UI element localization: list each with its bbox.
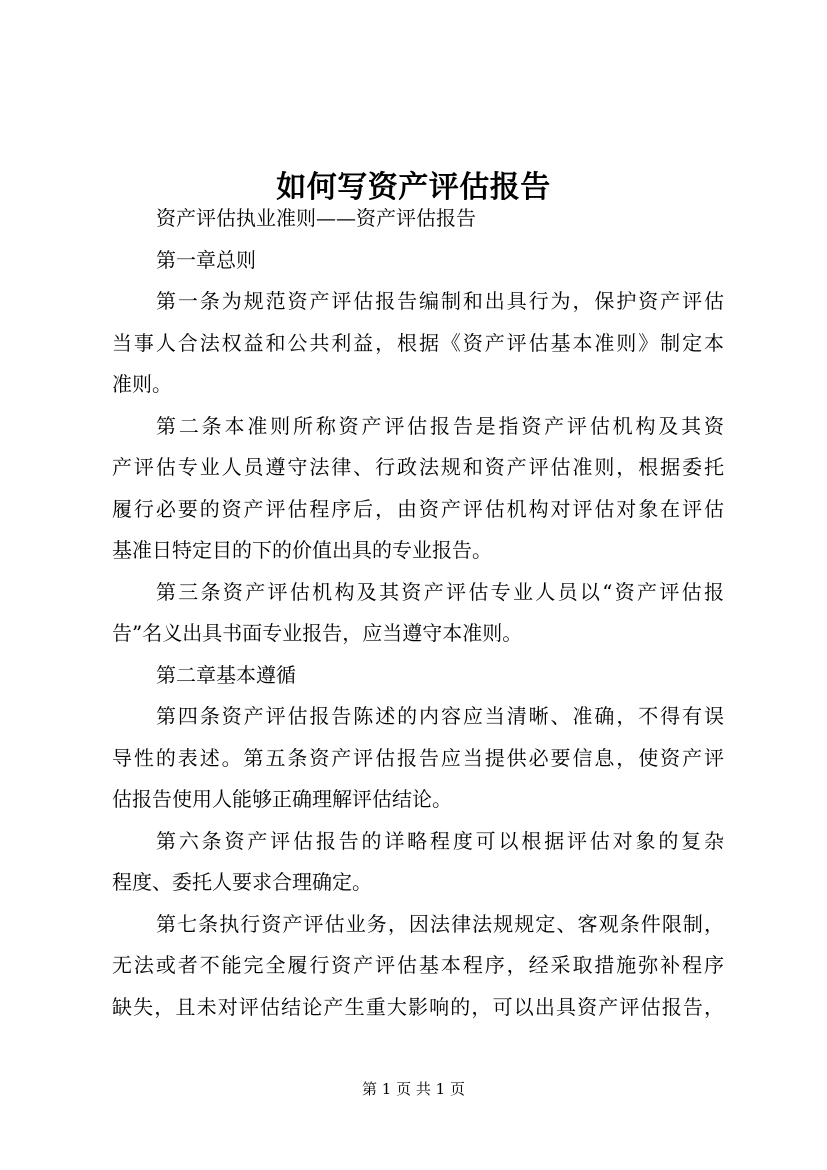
text-line: 当事人合法权益和公共利益，根据《资产评估基本准则》制定本: [112, 330, 724, 355]
text-line: 第一章总则: [156, 247, 256, 272]
para-article-1: [112, 281, 724, 406]
para-article-2: [112, 406, 724, 572]
text-line: 第三条资产评估机构及其资产评估专业人员以“资产评估报: [156, 579, 724, 604]
text-line: 无法或者不能完全履行资产评估基本程序，经采取措施弥补程序: [112, 953, 724, 977]
para-chapter-2: [112, 655, 724, 697]
document-body: [112, 198, 724, 1028]
para-subtitle: [112, 198, 724, 240]
page-footer: [0, 1078, 827, 1100]
text-line: 导性的表述。第五条资产评估报告应当提供必要信息，使资产评: [112, 745, 724, 770]
para-article-4-5: [112, 696, 724, 821]
para-article-7: [112, 904, 724, 1029]
text-line: 程度、委托人要求合理确定。: [112, 870, 372, 894]
text-line: 产评估专业人员遵守法律、行政法规和资产评估准则，根据委托: [112, 455, 724, 479]
text-line: 估报告使用人能够正确理解评估结论。: [112, 787, 452, 811]
text-line: 缺失，且未对评估结论产生重大影响的，可以出具资产评估报告，: [112, 994, 724, 1019]
para-article-3: [112, 572, 724, 655]
text-line: 基准日特定目的下的价值出具的专业报告。: [112, 538, 492, 562]
text-line: 准则。: [112, 372, 172, 396]
text-line: 履行必要的资产评估程序后，由资产评估机构对评估对象在评估: [112, 496, 724, 521]
text-line: 第四条资产评估报告陈述的内容应当清晰、准确，不得有误: [156, 704, 724, 728]
para-article-6: [112, 821, 724, 904]
para-chapter-1: [112, 240, 724, 282]
text-line: 第二条本准则所称资产评估报告是指资产评估机构及其资: [156, 413, 724, 438]
text-line: 第一条为规范资产评估报告编制和出具行为，保护资产评估: [156, 289, 724, 313]
page-number-label: 第 1 页 共 1 页: [362, 1080, 465, 1098]
page-title: 如何写资产评估报告: [276, 170, 551, 206]
text-line: 资产评估执业准则——资产评估报告: [156, 206, 476, 230]
text-line: 第二章基本遵循: [156, 662, 296, 687]
text-line: 第六条资产评估报告的详略程度可以根据评估对象的复杂: [156, 828, 724, 853]
text-line: 告”名义出具书面专业报告，应当遵守本准则。: [112, 621, 523, 645]
text-line: 第七条执行资产评估业务，因法律法规规定、客观条件限制，: [156, 911, 724, 936]
